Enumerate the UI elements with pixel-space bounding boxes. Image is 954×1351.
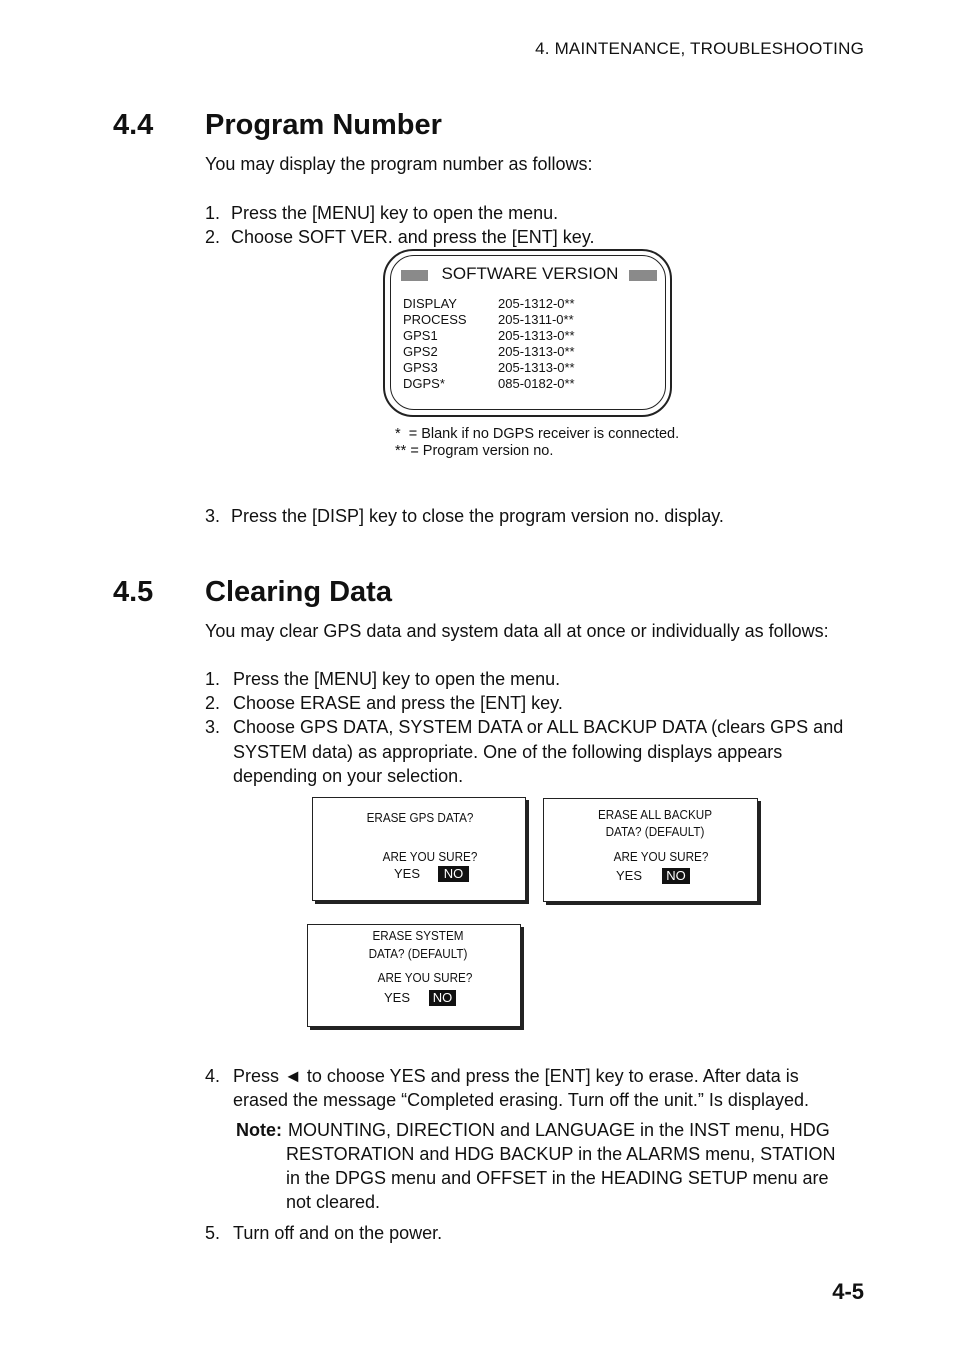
version-value: 205-1311-0** — [498, 312, 574, 327]
step-number: 1. — [205, 669, 221, 689]
no-option[interactable]: NO — [429, 990, 456, 1006]
step-text: Press the [MENU] key to open the menu. — [233, 669, 561, 689]
step-text-line: Choose GPS DATA, SYSTEM DATA or ALL BACKUP DATA (clears GPS and — [233, 717, 844, 737]
yes-option[interactable]: YES — [384, 990, 411, 1005]
section-title-program-number: Program Number — [205, 109, 442, 141]
erase-gps-dialog — [312, 797, 526, 901]
dialog-confirm: ARE YOU SURE? — [377, 970, 473, 985]
dialog-message-line2: DATA? (DEFAULT) — [605, 824, 705, 839]
step-4-5-2 — [205, 691, 865, 715]
version-label: DGPS* — [403, 376, 445, 391]
note-block — [236, 1118, 866, 1218]
step-number: 1. — [205, 203, 221, 223]
dialog-message-line2: DATA? (DEFAULT) — [368, 946, 468, 961]
yes-option[interactable]: YES — [616, 868, 643, 883]
note-line: in the DPGS menu and OFFSET in the HEADING SETUP menu are — [286, 1168, 829, 1188]
step-4-4-2 — [205, 225, 865, 249]
section-title-clearing-data: Clearing Data — [205, 576, 392, 608]
version-label: GPS3 — [403, 360, 438, 375]
software-version-title: SOFTWARE VERSION — [441, 264, 619, 283]
dialog-message: ERASE ALL BACKUP — [597, 807, 713, 822]
title-bar-left — [401, 270, 428, 281]
step-text-line: Press ◄ to choose YES and press the [ENT] key to erase. After data is — [233, 1066, 799, 1086]
step-number: 4. — [205, 1066, 221, 1086]
step-text: Turn off and on the power. — [233, 1223, 443, 1243]
yes-option[interactable]: YES — [394, 866, 421, 881]
step-number: 3. — [205, 717, 221, 737]
erase-all-backup-dialog — [543, 798, 758, 902]
page-number: 4-5 — [832, 1279, 864, 1304]
section-4-4-intro: You may display the program number as follows: — [205, 154, 593, 174]
dialog-confirm: ARE YOU SURE? — [382, 849, 478, 864]
section-4-5-intro: You may clear GPS data and system data all at once or individually as follows: — [205, 621, 829, 641]
note-line: not cleared. — [286, 1192, 381, 1212]
step-4-4-3 — [205, 504, 865, 528]
version-label: PROCESS — [403, 312, 467, 327]
note-label: Note: — [236, 1120, 282, 1140]
section-number-4-4: 4.4 — [113, 109, 154, 141]
version-value: 085-0182-0** — [498, 376, 575, 391]
section-number-4-5: 4.5 — [113, 576, 154, 608]
step-text: Press the [MENU] key to open the menu. — [231, 203, 559, 223]
version-row-values — [498, 296, 575, 392]
step-text: Choose SOFT VER. and press the [ENT] key. — [231, 227, 595, 247]
step-4-4-1 — [205, 201, 865, 225]
running-header: 4. MAINTENANCE, TROUBLESHOOTING — [535, 39, 864, 58]
version-value: 205-1313-0** — [498, 344, 575, 359]
version-label: GPS2 — [403, 344, 438, 359]
step-number: 2. — [205, 693, 221, 713]
step-4-5-4 — [205, 1064, 865, 1114]
step-number: 3. — [205, 506, 221, 526]
footnote-dgps: * = Blank if no DGPS receiver is connected. — [395, 426, 680, 442]
dialog-confirm: ARE YOU SURE? — [613, 849, 709, 864]
version-value: 205-1313-0** — [498, 360, 575, 375]
step-text: Choose ERASE and press the [ENT] key. — [233, 693, 563, 713]
erase-system-dialog — [307, 924, 521, 1027]
step-text-line: depending on your selection. — [233, 766, 464, 786]
version-label: DISPLAY — [403, 296, 457, 311]
no-option[interactable]: NO — [662, 868, 690, 884]
step-number: 5. — [205, 1223, 221, 1243]
step-text-line: erased the message “Completed erasing. Turn off the unit.” Is displayed. — [233, 1090, 809, 1110]
step-number: 2. — [205, 227, 221, 247]
dialog-message: ERASE GPS DATA? — [366, 810, 474, 825]
step-4-5-3 — [205, 715, 865, 789]
no-option[interactable]: NO — [438, 866, 469, 882]
version-row-labels — [403, 296, 467, 392]
step-4-5-5 — [205, 1221, 865, 1245]
step-text: Press the [DISP] key to close the program version no. display. — [231, 506, 724, 526]
version-value: 205-1313-0** — [498, 328, 575, 343]
version-label: GPS1 — [403, 328, 438, 343]
note-line: RESTORATION and HDG BACKUP in the ALARMS menu, STATION — [286, 1144, 836, 1164]
step-text-line: SYSTEM data) as appropriate. One of the following displays appears — [233, 742, 783, 762]
footnote-version: ** = Program version no. — [395, 443, 554, 459]
dialog-message: ERASE SYSTEM — [372, 928, 464, 943]
step-4-5-1 — [205, 667, 865, 691]
version-value: 205-1312-0** — [498, 296, 575, 311]
note-line: MOUNTING, DIRECTION and LANGUAGE in the INST menu, HDG — [288, 1120, 830, 1140]
